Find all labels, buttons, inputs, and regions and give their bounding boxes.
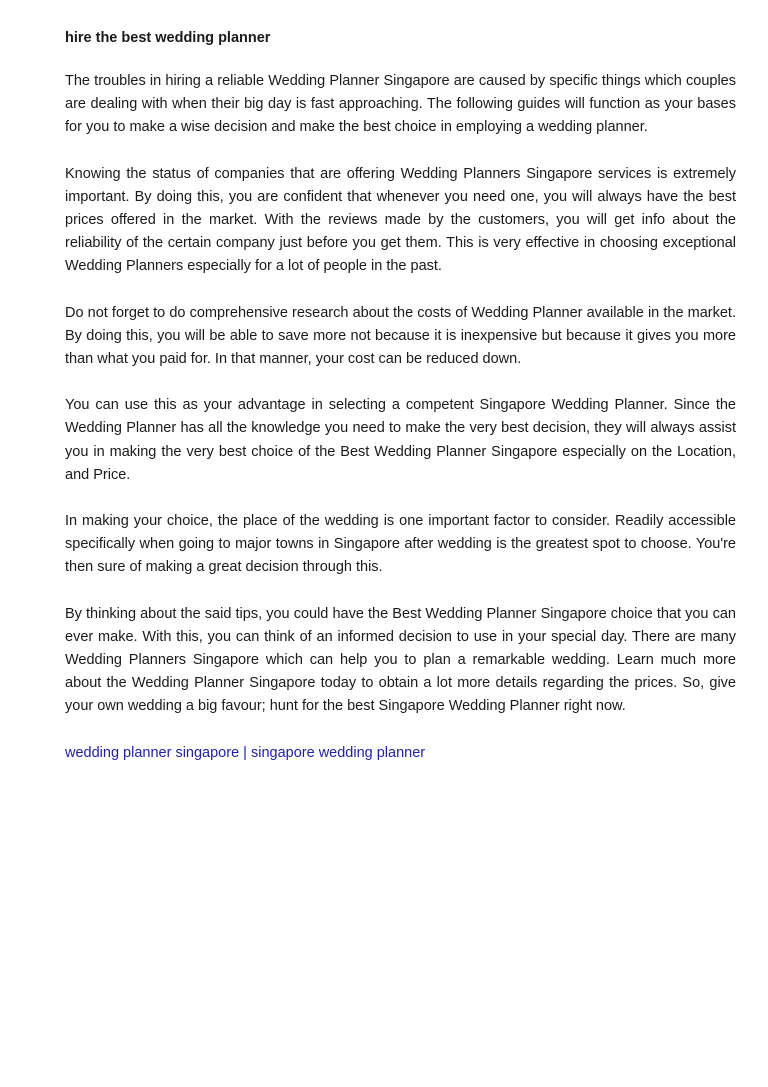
document-page — [65, 28, 736, 765]
link-row — [65, 742, 736, 765]
paragraph-5: In making your choice, the place of the wedding is one important factor to consider. Readily accessible specifically when going to major towns in Singapore after wedding is the greatest spot to choose. You're then sure of making a great decision through this. — [65, 513, 736, 576]
link-separator: | — [243, 744, 247, 761]
paragraph-1: The troubles in hiring a reliable Wedding Planner Singapore are caused by specific things which couples are dealing with when their big day is fast approaching. The following guides will function as your bases for you to make a wise decision and make the best choice in employing a wedding planner. — [65, 73, 736, 136]
link-wedding-planner-singapore[interactable]: wedding planner singapore — [65, 744, 240, 761]
paragraph-3: Do not forget to do comprehensive research about the costs of Wedding Planner available in the market. By doing this, you will be able to save more not because it is inexpensive but because it gives you more than what you paid for. In that manner, your cost can be reduced down. — [65, 304, 736, 368]
paragraph-4: You can use this as your advantage in selecting a competent Singapore Wedding Planner. Since the Wedding Planner has all the knowledge you need to make the very best decision, they will always assist you in making the very best choice of the Best Wedding Planner Singapore especially on the Location, and Price. — [65, 397, 736, 483]
document-title: hire the best wedding planner — [65, 30, 271, 46]
link-singapore-wedding-planner[interactable]: singapore wedding planner — [250, 744, 426, 761]
paragraph-2: Knowing the status of companies that are offering Wedding Planners Singapore services is extremely important. By doing this, you are confident that whenever you need one, you will always have the best prices offered in the market. With the reviews made by the customers, you will get info about the reliability of the certain company just before you get them. This is very effective in choosing exceptional Wedding Planners especially for a lot of people in the past. — [65, 165, 736, 275]
paragraph-6: By thinking about the said tips, you could have the Best Wedding Planner Singapore choice that you can ever make. With this, you can think of an informed decision to use in your special day. There are many Wedding Planners Singapore which can help you to plan a remarkable wedding. Learn much more about the Wedding Planner Singapore today to obtain a lot more details regarding the prices. So, give your own wedding a big favour; hunt for the best Singapore Wedding Planner right now. — [65, 605, 736, 715]
